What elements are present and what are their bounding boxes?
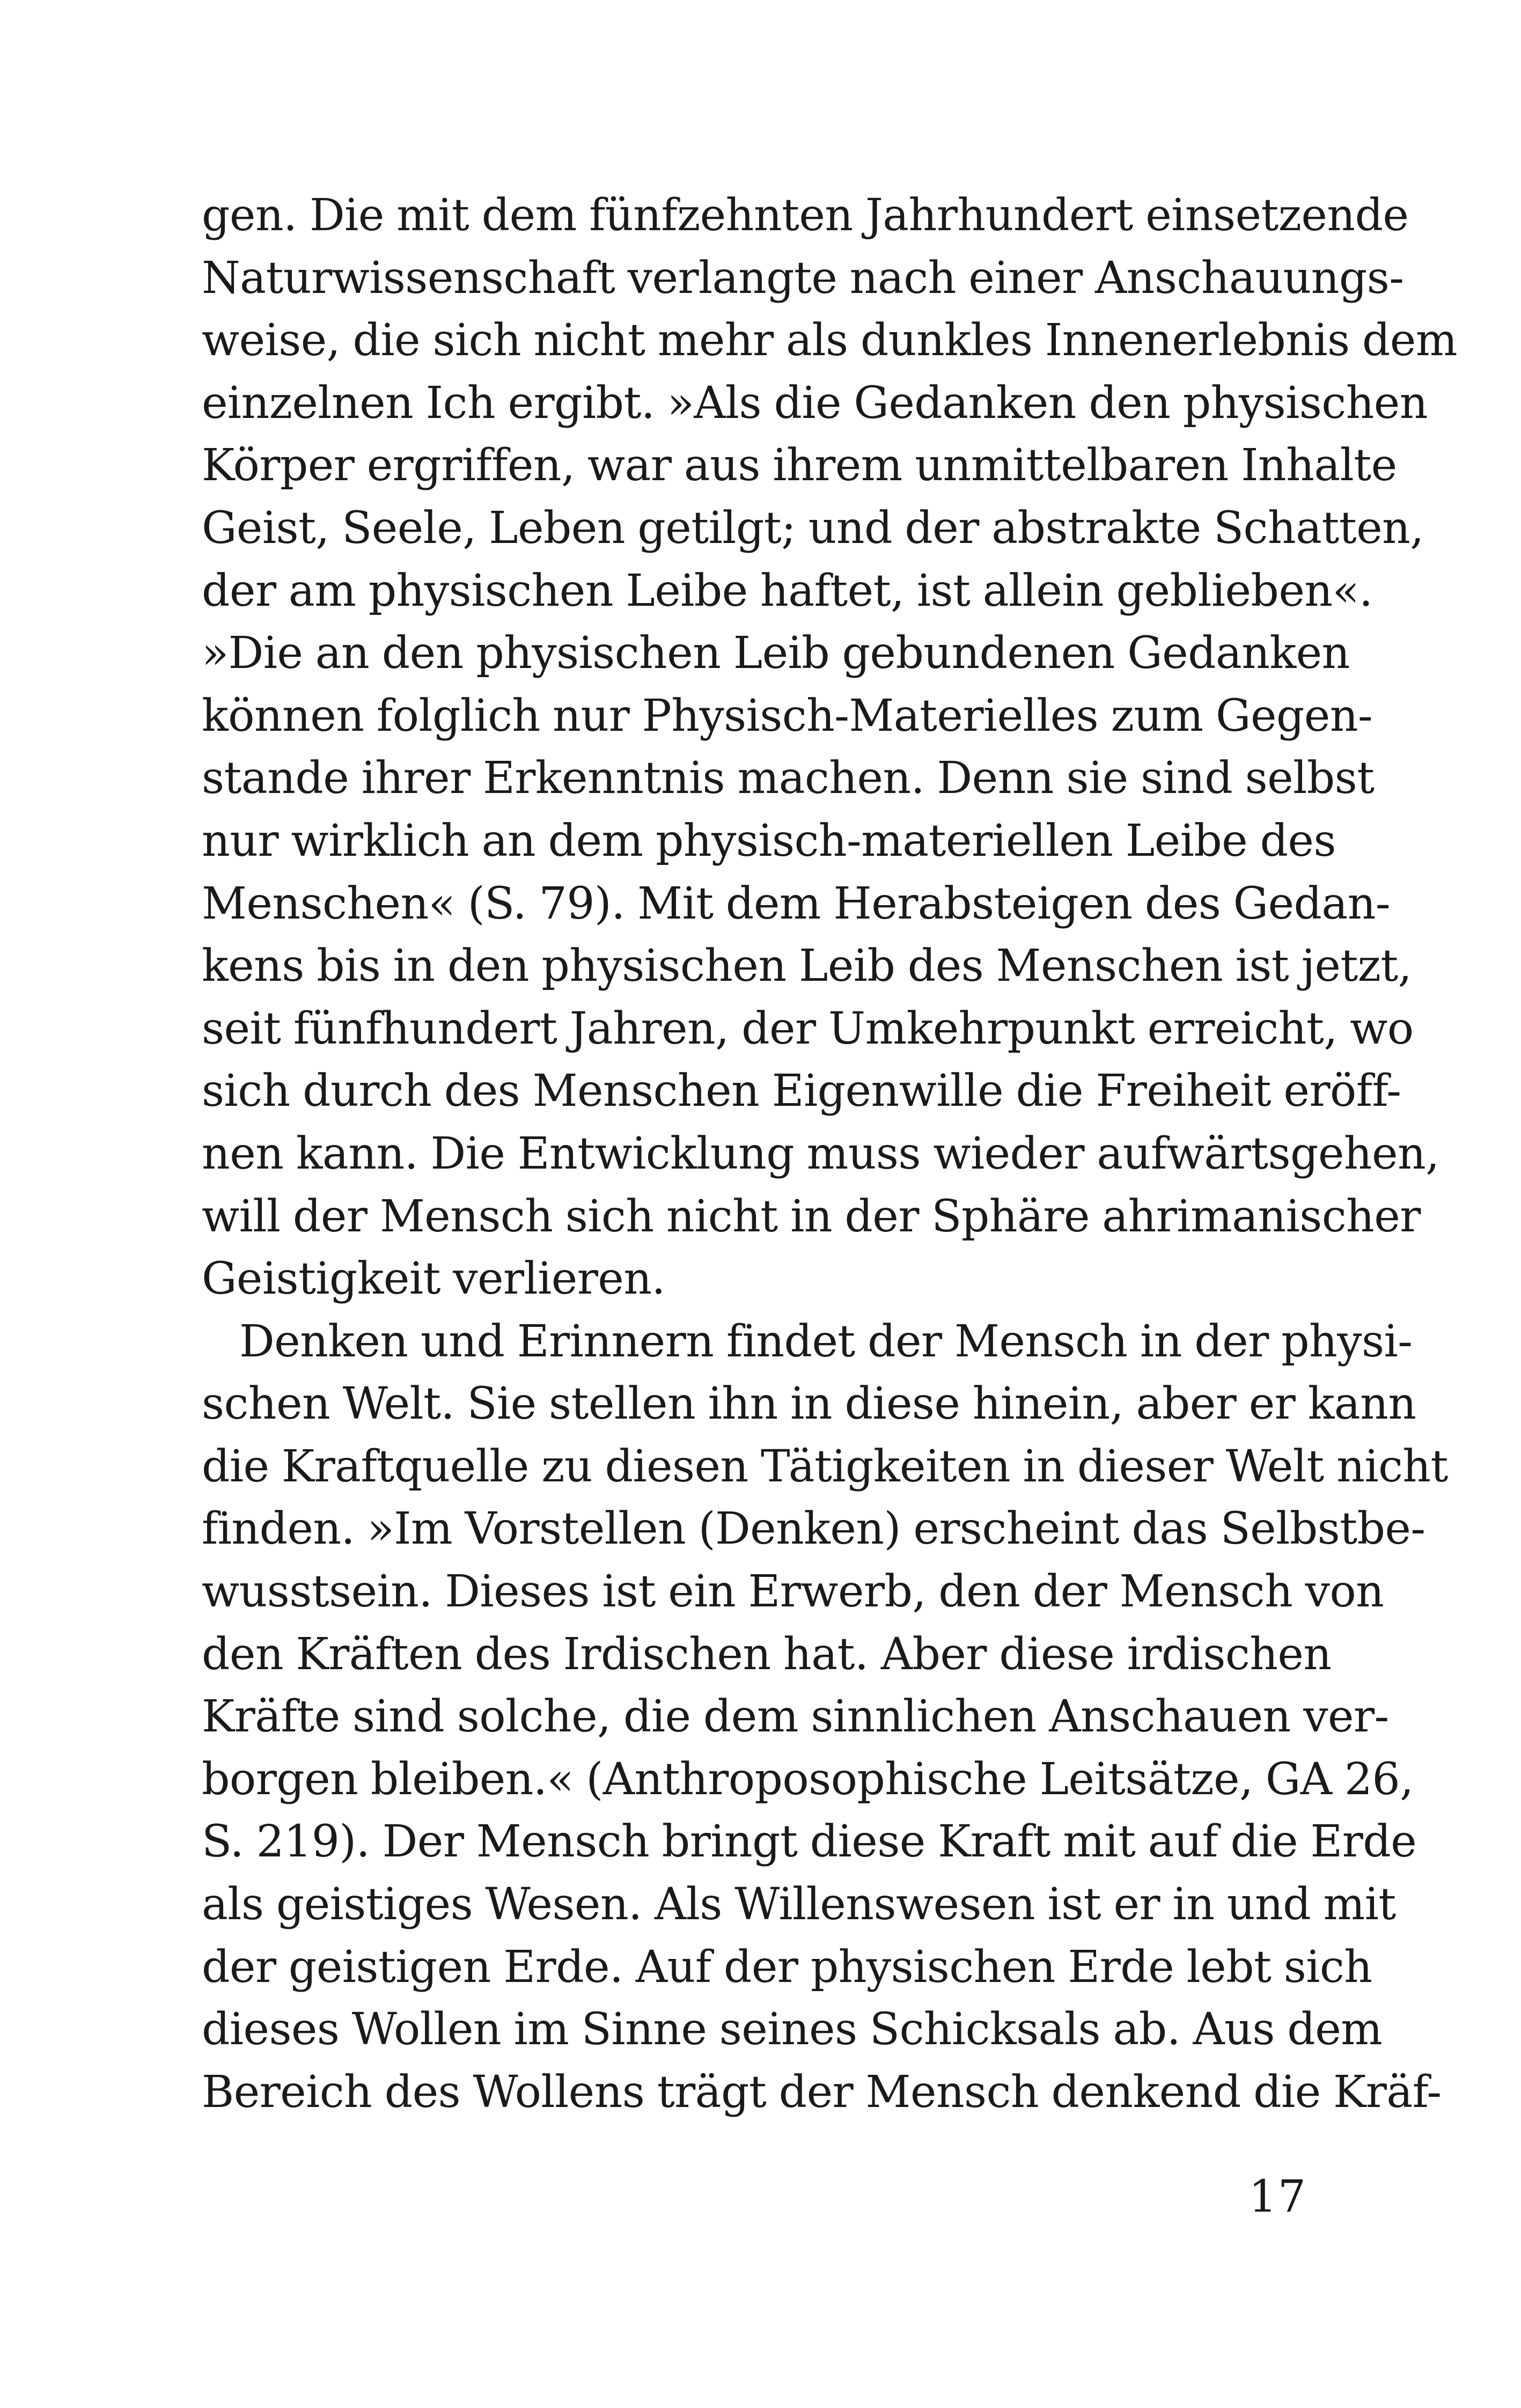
text-line: sich durch des Menschen Eigenwille die Freiheit eröff- <box>202 1066 1401 1117</box>
text-line: als geistiges Wesen. Als Willenswesen ist er in und mit <box>202 1879 1396 1930</box>
text-line: Geistigkeit verlieren. <box>202 1253 665 1305</box>
text-line: Körper ergriffen, war aus ihrem unmittelbaren Inhalte <box>202 440 1397 491</box>
text-line: stande ihrer Erkenntnis machen. Denn sie sind selbst <box>202 753 1375 804</box>
text-line: finden. »Im Vorstellen (Denken) erscheint das Selbstbe- <box>202 1503 1426 1555</box>
page-number: 17 <box>1248 2171 1307 2222</box>
text-line: seit fünfhundert Jahren, der Umkehrpunkt erreicht, wo <box>202 1003 1414 1054</box>
text-line: der am physischen Leibe haftet, ist allein geblieben«. <box>202 565 1373 616</box>
paragraph-2 <box>202 1311 1448 2124</box>
text-line: der geistigen Erde. Auf der physischen Erde lebt sich <box>202 1941 1372 1993</box>
text-line: Menschen« (S. 79). Mit dem Herabsteigen des Gedan- <box>202 878 1390 929</box>
text-line: einzelnen Ich ergibt. »Als die Gedanken den physischen <box>202 377 1428 429</box>
text-line: den Kräften des Irdischen hat. Aber diese irdischen <box>202 1628 1332 1680</box>
text-line: können folglich nur Physisch-Materielles zum Gegen- <box>202 690 1373 742</box>
text-line: Geist, Seele, Leben getilgt; und der abstrakte Schatten, <box>202 502 1424 554</box>
text-line: die Kraftquelle zu diesen Tätigkeiten in dieser Welt nicht <box>202 1441 1448 1492</box>
text-line: Denken und Erinnern findet der Mensch in der physi- <box>239 1316 1413 1367</box>
text-line: Bereich des Wollens trägt der Mensch denkend die Kräf- <box>202 2066 1442 2118</box>
text-line: schen Welt. Sie stellen ihn in diese hinein, aber er kann <box>202 1378 1416 1430</box>
text-line: Naturwissenschaft verlangte nach einer Anschauungs- <box>202 252 1404 304</box>
body-text <box>202 185 1457 2124</box>
paragraph-1 <box>202 185 1457 1311</box>
text-line: dieses Wollen im Sinne seines Schicksals ab. Aus dem <box>202 2004 1383 2055</box>
text-line: S. 219). Der Mensch bringt diese Kraft mit auf die Erde <box>202 1816 1417 1868</box>
text-line: »Die an den physischen Leib gebundenen Gedanken <box>202 628 1350 679</box>
text-line: wusstsein. Dieses ist ein Erwerb, den der Mensch von <box>202 1566 1384 1618</box>
text-line: kens bis in den physischen Leib des Menschen ist jetzt, <box>202 941 1412 992</box>
text-line: nur wirklich an dem physisch-materiellen Leibe des <box>202 815 1336 867</box>
text-line: Kräfte sind solche, die dem sinnlichen Anschauen ver- <box>202 1691 1389 1743</box>
text-line: nen kann. Die Entwicklung muss wieder aufwärtsgehen, <box>202 1128 1439 1179</box>
text-line: weise, die sich nicht mehr als dunkles Innenerlebnis dem <box>202 315 1457 366</box>
text-line: gen. Die mit dem fünfzehnten Jahrhundert einsetzende <box>202 190 1409 241</box>
text-line: will der Mensch sich nicht in der Sphäre ahrimanischer <box>202 1191 1421 1242</box>
text-line: borgen bleiben.« (Anthroposophische Leitsätze, GA 26, <box>202 1753 1414 1805</box>
